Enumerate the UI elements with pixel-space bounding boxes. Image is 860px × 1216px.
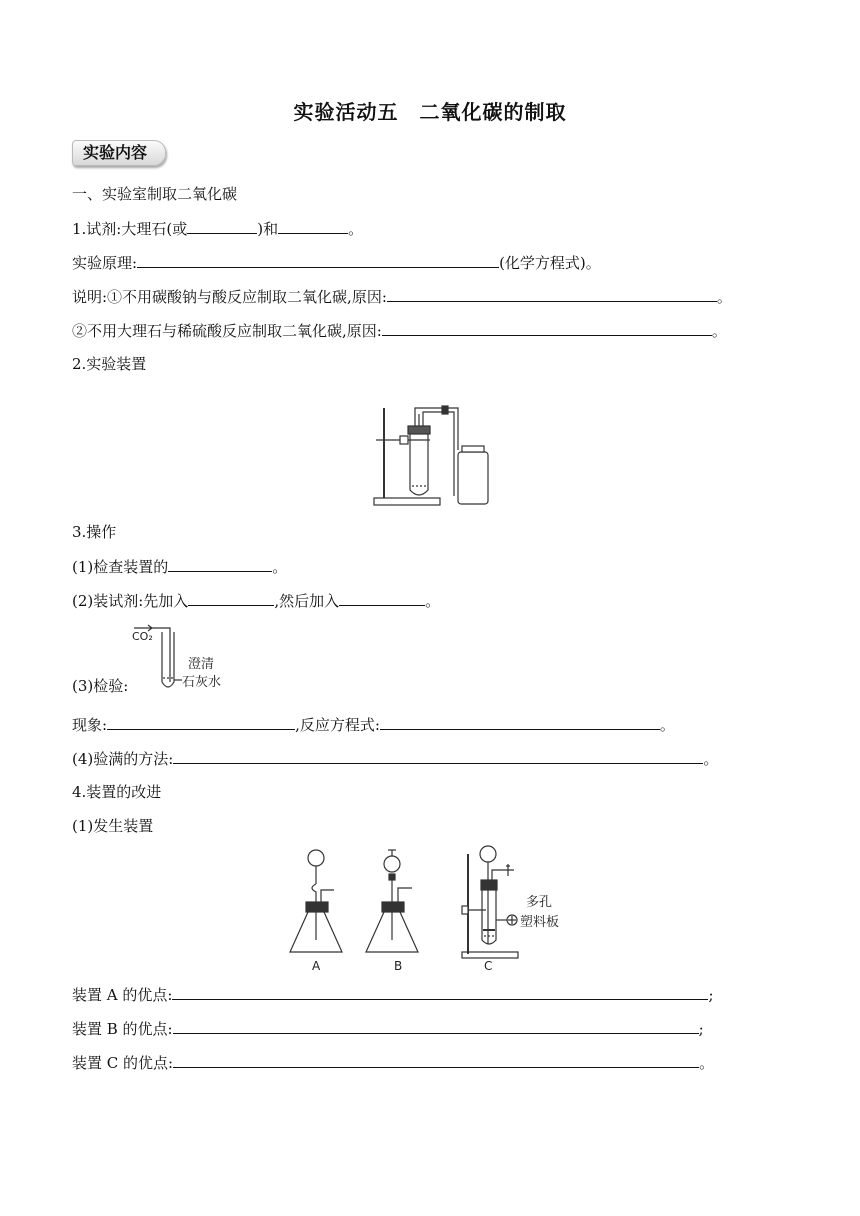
adv-b-line — [72, 1018, 704, 1039]
adv-c-line — [72, 1052, 714, 1073]
principle-line — [72, 252, 601, 273]
improvement-heading: 4.装置的改进 — [72, 783, 162, 801]
limewater-label-2: 石灰水 — [182, 675, 222, 690]
op2-middle: ,然后加入 — [274, 592, 340, 610]
op4-end: 。 — [703, 750, 719, 768]
note2-blank[interactable] — [382, 320, 712, 336]
generator-devices-figure — [288, 844, 578, 976]
device-b-label: B — [394, 959, 403, 973]
page-title: 实验活动五 二氧化碳的制取 — [293, 100, 567, 124]
limewater-test-figure — [128, 624, 238, 694]
note1-line — [72, 286, 732, 307]
op2-blank-1[interactable] — [188, 590, 274, 606]
adv-a-blank[interactable] — [172, 984, 708, 1000]
reagent-blank-2[interactable] — [278, 218, 348, 234]
operation-heading: 3.操作 — [72, 523, 117, 541]
op1-prefix: (1)检查装置的 — [72, 558, 169, 576]
op2-prefix: (2)装试剂:先加入 — [72, 592, 189, 610]
adv-a-line — [72, 984, 714, 1005]
principle-end: (化学方程式)。 — [499, 254, 601, 272]
adv-c-prefix: 装置 C 的优点: — [72, 1054, 174, 1072]
principle-prefix: 实验原理: — [72, 254, 138, 272]
generator-heading: (1)发生装置 — [72, 817, 154, 835]
note1-end: 。 — [716, 288, 732, 306]
op4-blank[interactable] — [173, 748, 703, 764]
op1-blank[interactable] — [168, 556, 272, 572]
adv-a-end: ; — [708, 986, 714, 1004]
co2-label: CO₂ — [132, 630, 153, 643]
reagent-blank-1[interactable] — [187, 218, 257, 234]
principle-blank[interactable] — [137, 252, 499, 268]
plate-label-2: 塑料板 — [520, 915, 560, 930]
op3-label: (3)检验: — [72, 677, 129, 695]
limewater-label-1: 澄清 — [188, 657, 215, 672]
device-a — [290, 850, 342, 973]
adv-a-prefix: 装置 A 的优点: — [72, 986, 173, 1004]
reagent-prefix: 1.试剂:大理石(或 — [72, 220, 188, 238]
op1-end: 。 — [272, 558, 288, 576]
op2-line — [72, 590, 440, 611]
adv-c-blank[interactable] — [173, 1052, 699, 1068]
op4-line — [72, 748, 718, 769]
device-a-label: A — [312, 959, 321, 973]
reagent-line — [72, 218, 363, 239]
reagent-middle: )和 — [257, 220, 279, 238]
plate-label-1: 多孔 — [526, 895, 553, 910]
equation-blank[interactable] — [380, 714, 660, 730]
note2-end: 。 — [711, 322, 727, 340]
op2-blank-2[interactable] — [339, 590, 425, 606]
phenomenon-prefix: 现象: — [72, 716, 108, 734]
device-c — [462, 846, 518, 973]
note1-blank[interactable] — [387, 286, 717, 302]
section-tag: 实验内容 — [72, 140, 166, 166]
phenomenon-blank[interactable] — [107, 714, 295, 730]
adv-b-end: ; — [698, 1020, 704, 1038]
phenomenon-line — [72, 714, 675, 735]
reagent-end: 。 — [348, 220, 364, 238]
apparatus-heading: 2.实验装置 — [72, 355, 147, 373]
device-b — [366, 850, 418, 973]
co2-apparatus-figure — [370, 400, 500, 510]
device-c-label: C — [484, 959, 493, 973]
op2-end: 。 — [425, 592, 441, 610]
note2-line — [72, 320, 727, 341]
adv-b-blank[interactable] — [173, 1018, 699, 1034]
adv-b-prefix: 装置 B 的优点: — [72, 1020, 173, 1038]
op1-line — [72, 556, 287, 577]
phenomenon-end: 。 — [659, 716, 675, 734]
heading-lab-co2: 一、实验室制取二氧化碳 — [72, 185, 238, 203]
note2-prefix: ②不用大理石与稀硫酸反应制取二氧化碳,原因: — [72, 322, 382, 340]
op4-prefix: (4)验满的方法: — [72, 750, 174, 768]
adv-c-end: 。 — [699, 1054, 715, 1072]
phenomenon-middle: ,反应方程式: — [295, 716, 380, 734]
note1-prefix: 说明:①不用碳酸钠与酸反应制取二氧化碳,原因: — [72, 288, 387, 306]
